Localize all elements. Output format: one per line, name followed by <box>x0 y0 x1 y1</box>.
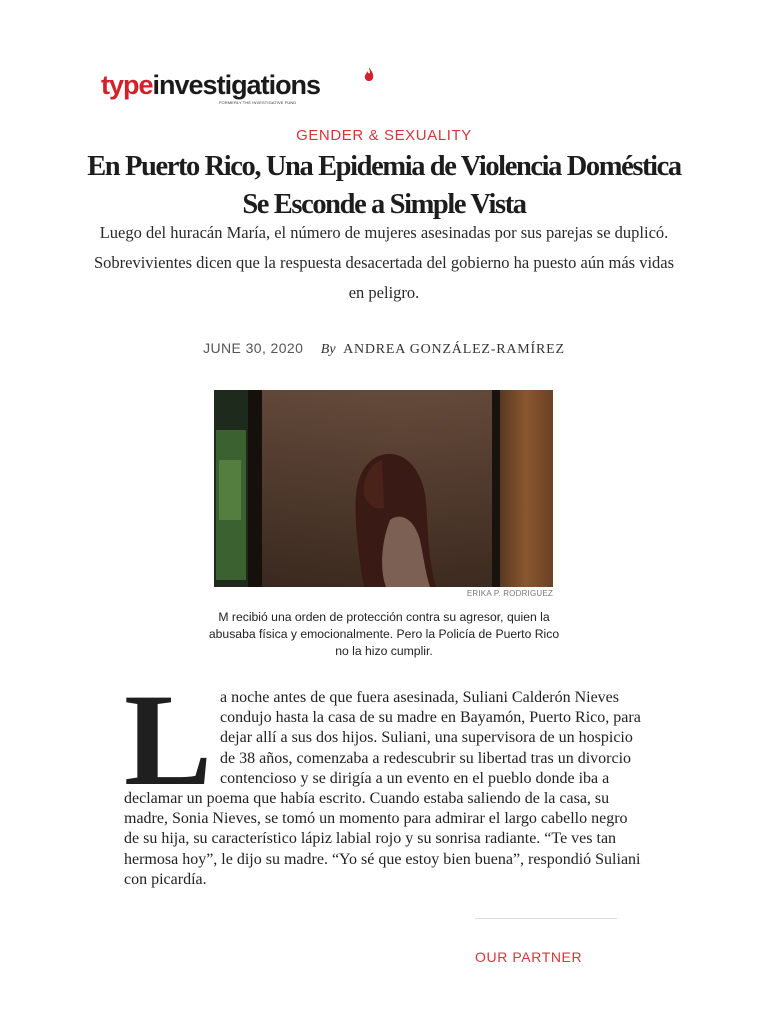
logo-word-investigations: investigations <box>152 70 321 100</box>
partner-heading: OUR PARTNER <box>475 949 583 965</box>
drop-cap: L <box>124 666 213 813</box>
flame-icon <box>362 66 376 84</box>
sidebar-divider <box>475 918 617 919</box>
article-dek: Luego del huracán María, el número de mujeres asesinadas por sus parejas se duplicó. Sobrevivientes dicen que la respuesta desacertada del gobierno ha puesto aún más vidas en peligro. <box>93 223 675 302</box>
article-body <box>124 666 644 890</box>
article-photo <box>214 390 553 587</box>
publish-date: JUNE 30, 2020 <box>203 340 304 356</box>
body-first-paragraph: a noche antes de que fuera asesinada, Suliani Calderón Nieves condujo hasta la casa de su madre en Bayamón, Puerto Rico, para dejar allí a sus dos hijos. Suliani, una supervisora de un hospicio de 38 años, comenzaba a redescubrir su libertad tras un divorcio contencioso y se dirigía a un evento en el pueblo donde iba a declamar un poema que había escrito. Cuando estaba saliendo de la casa, su madre, Sonia Nieves, se tomó un momento para admirar el largo cabello negro de su hija, su característico lápiz labial rojo y su sonrisa radiante. “Te ves tan hermosa hoy”, le dijo su madre. “Yo sé que estoy bien buena”, respondió Suliani con picardía. <box>124 689 641 888</box>
author-link[interactable]: ANDREA GONZÁLEZ-RAMÍREZ <box>343 342 565 357</box>
photo-caption: M recibió una orden de protección contra su agresor, quien la abusaba física y emocionalmente. Pero la Policía de Puerto Rico no la hizo cumplir. <box>208 610 560 658</box>
logo-word-type: type <box>101 70 153 100</box>
logo-tagline: FORMERLY THE INVESTIGATIVE FUND <box>219 100 297 105</box>
site-logo[interactable] <box>101 70 331 110</box>
photo-credit: ERIKA P. RODRIGUEZ <box>466 589 553 598</box>
by-label: By <box>320 342 336 357</box>
article-headline: En Puerto Rico, Una Epidemia de Violencia Doméstica Se Esconde a Simple Vista <box>87 151 681 220</box>
category-link[interactable]: GENDER & SEXUALITY <box>296 127 472 144</box>
byline <box>0 340 768 358</box>
